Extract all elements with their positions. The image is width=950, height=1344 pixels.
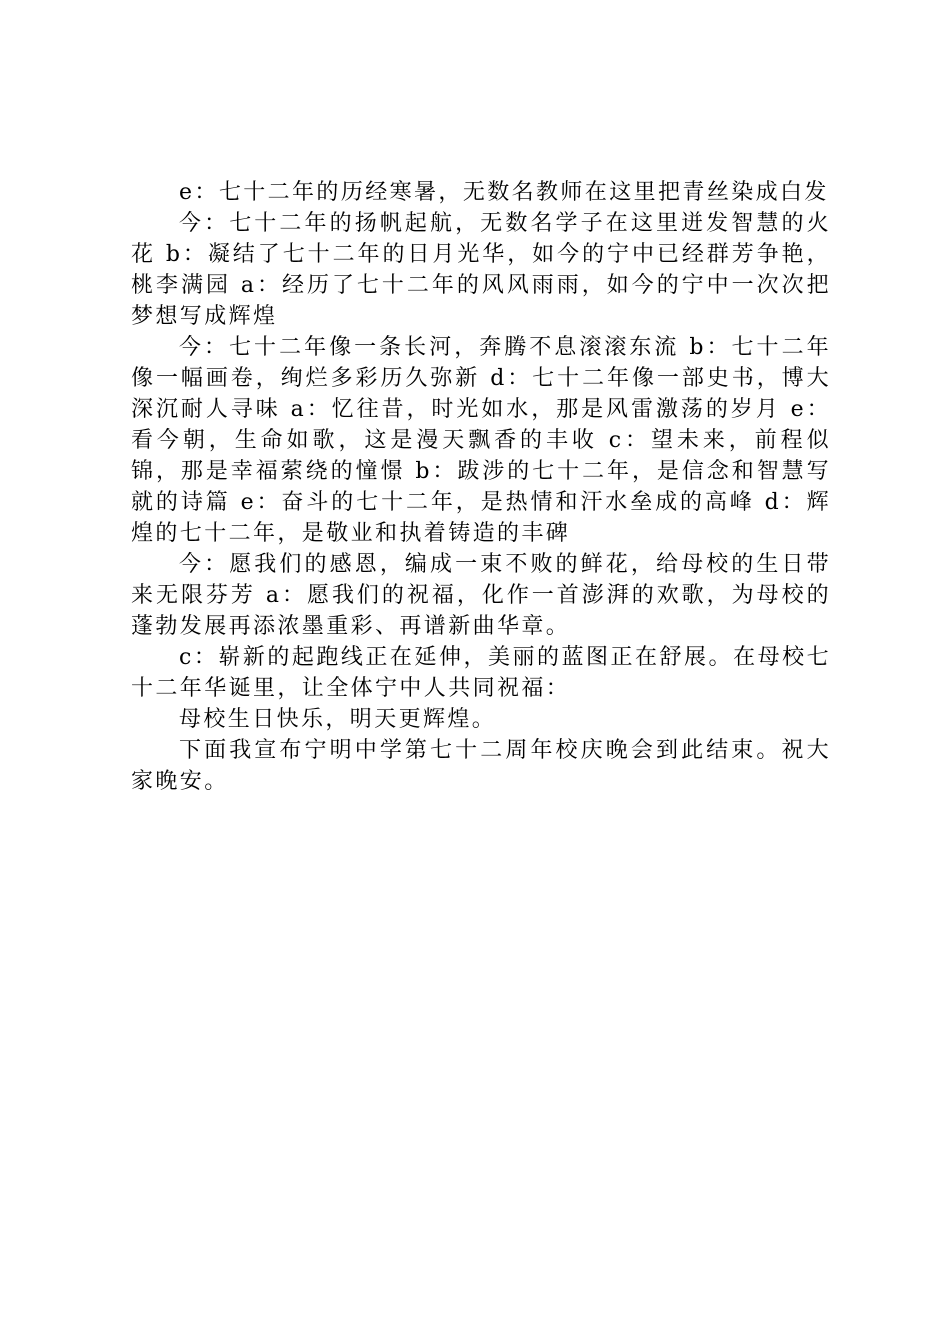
- paragraph-7: 下面我宣布宁明中学第七十二周年校庆晚会到此结束。祝大家晚安。: [131, 738, 831, 794]
- paragraph-4: 今：愿我们的感恩，编成一束不败的鲜花，给母校的生日带来无限芬芳 a：愿我们的祝福，化作一首澎湃的欢歌，为母校的蓬勃发展再添浓墨重彩、再谱新曲华章。: [131, 552, 831, 639]
- document-body: [131, 177, 831, 797]
- paragraph-1: e：七十二年的历经寒暑，无数名教师在这里把青丝染成白发: [179, 180, 829, 205]
- paragraph-5: c：崭新的起跑线正在延伸，美丽的蓝图正在舒展。在母校七十二年华诞里，让全体宁中人共同祝福：: [131, 645, 831, 701]
- paragraph-6: 母校生日快乐，明天更辉煌。: [179, 707, 497, 732]
- paragraph-2: 今：七十二年的扬帆起航，无数名学子在这里迸发智慧的火花 b：凝结了七十二年的日月光华，如今的宁中已经群芳争艳，桃李满园 a：经历了七十二年的风风雨雨，如今的宁中一次次把梦想写成辉煌: [131, 211, 831, 329]
- paragraph-3: 今：七十二年像一条长河，奔腾不息滚滚东流 b：七十二年像一幅画卷，绚烂多彩历久弥新 d：七十二年像一部史书，博大深沉耐人寻味 a：忆往昔，时光如水，那是风雷激荡的岁月 e：看今朝，生命如歌，这是漫天飘香的丰收 c：望未来，前程似锦，那是幸福萦绕的憧憬 b：跋涉的七十二年，是信念和智慧写就的诗篇 e：奋斗的七十二年，是热情和汗水垒成的高峰 d：辉煌的七十二年，是敬业和执着铸造的丰碑: [131, 335, 831, 546]
